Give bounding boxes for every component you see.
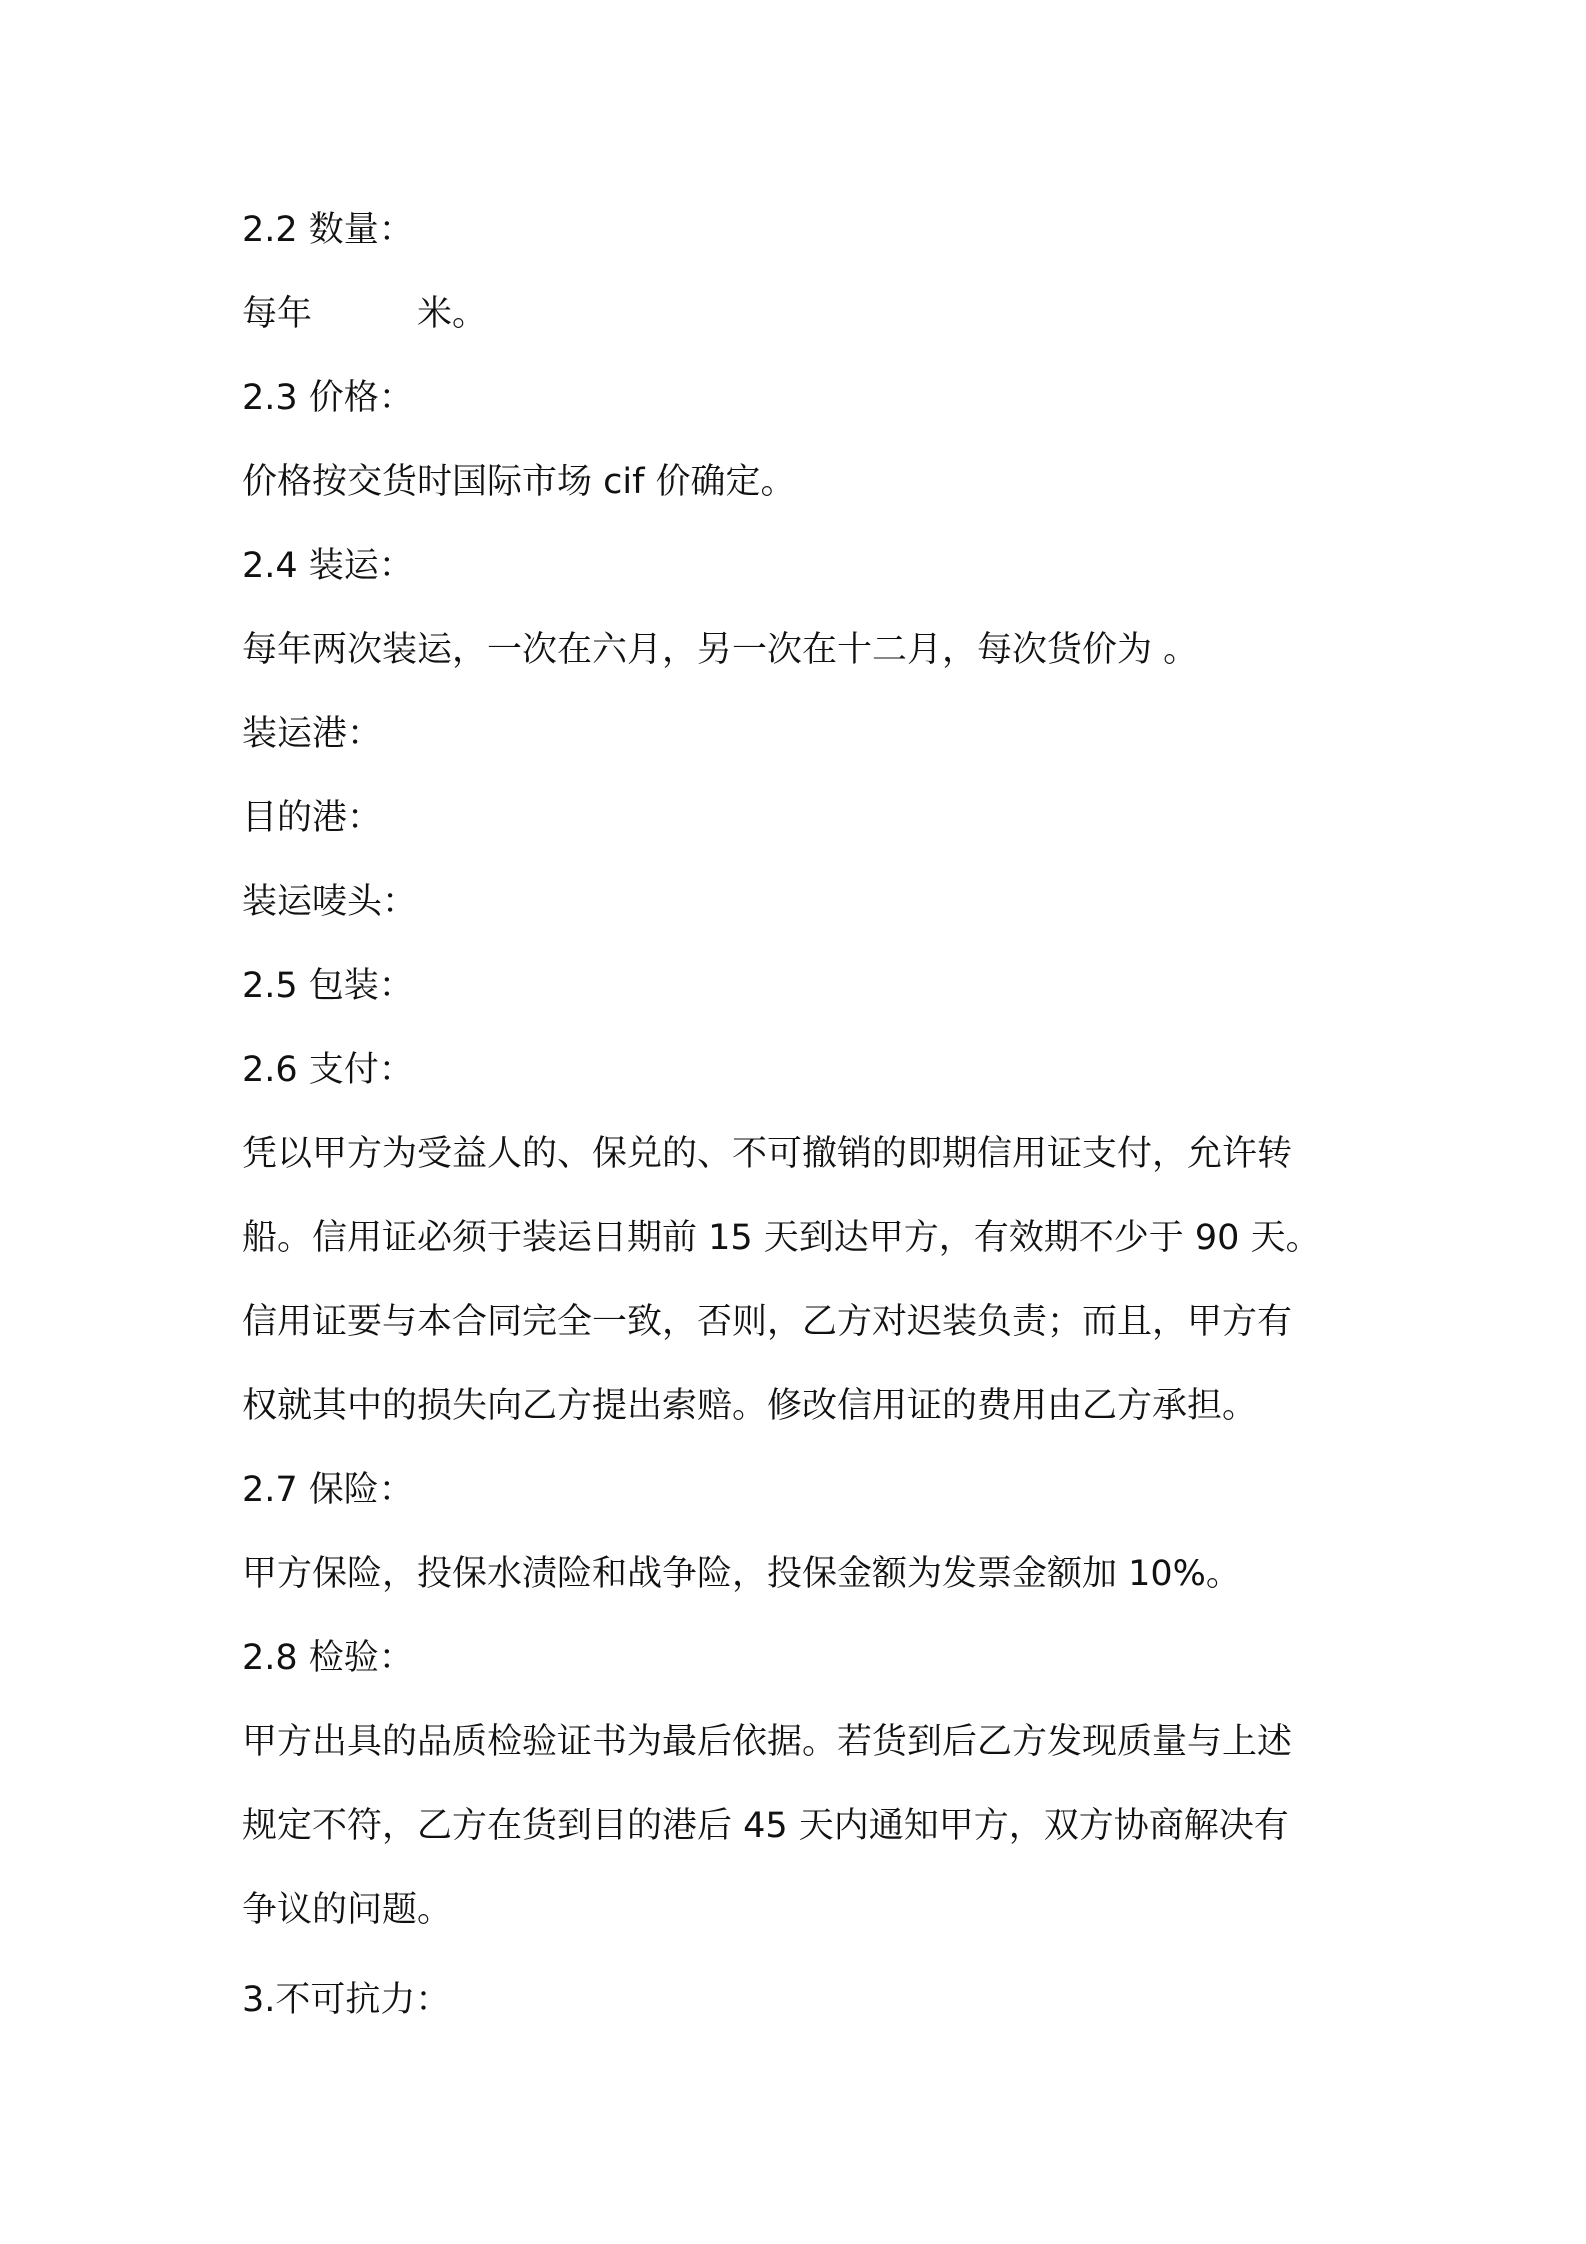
insurance-text: 甲方保险，投保水渍险和战争险，投保金额为发票金额加 10%。 bbox=[242, 1554, 1241, 1594]
section-heading-inspection: 2.8 检验： bbox=[242, 1638, 414, 1678]
price-text: 价格按交货时国际市场 cif 价确定。 bbox=[242, 462, 796, 502]
section-heading-payment: 2.6 支付： bbox=[242, 1050, 414, 1090]
section-heading-insurance: 2.7 保险： bbox=[242, 1470, 414, 1510]
section-heading-packing: 2.5 包装： bbox=[242, 966, 414, 1006]
document-body bbox=[242, 200, 1362, 2054]
payment-text-line-4: 权就其中的损失向乙方提出索赔。修改信用证的费用由乙方承担。 bbox=[242, 1386, 1258, 1426]
shipping-mark-label: 装运唛头： bbox=[242, 882, 418, 922]
section-heading-force-majeure: 3.不可抗力： bbox=[242, 1980, 451, 2020]
quantity-text: 每年 米。 bbox=[242, 294, 488, 334]
payment-text-line-2: 船。信用证必须于装运日期前 15 天到达甲方，有效期不少于 90 天。 bbox=[242, 1218, 1321, 1258]
section-heading-price: 2.3 价格： bbox=[242, 378, 414, 418]
payment-text-line-1: 凭以甲方为受益人的、保兑的、不可撤销的即期信用证支付，允许转 bbox=[242, 1134, 1293, 1174]
loading-port-label: 装运港： bbox=[242, 714, 383, 754]
section-heading-quantity: 2.2 数量： bbox=[242, 210, 414, 250]
section-heading-shipment: 2.4 装运： bbox=[242, 546, 414, 586]
inspection-text-line-2: 规定不符，乙方在货到目的港后 45 天内通知甲方，双方协商解决有 bbox=[242, 1806, 1289, 1846]
inspection-text-line-3: 争议的问题。 bbox=[242, 1890, 453, 1930]
inspection-text-line-1: 甲方出具的品质检验证书为最后依据。若货到后乙方发现质量与上述 bbox=[242, 1722, 1293, 1762]
shipment-text: 每年两次装运，一次在六月，另一次在十二月，每次货价为 。 bbox=[242, 630, 1199, 670]
payment-text-line-3: 信用证要与本合同完全一致，否则，乙方对迟装负责；而且，甲方有 bbox=[242, 1302, 1293, 1342]
destination-port-label: 目的港： bbox=[242, 798, 383, 838]
